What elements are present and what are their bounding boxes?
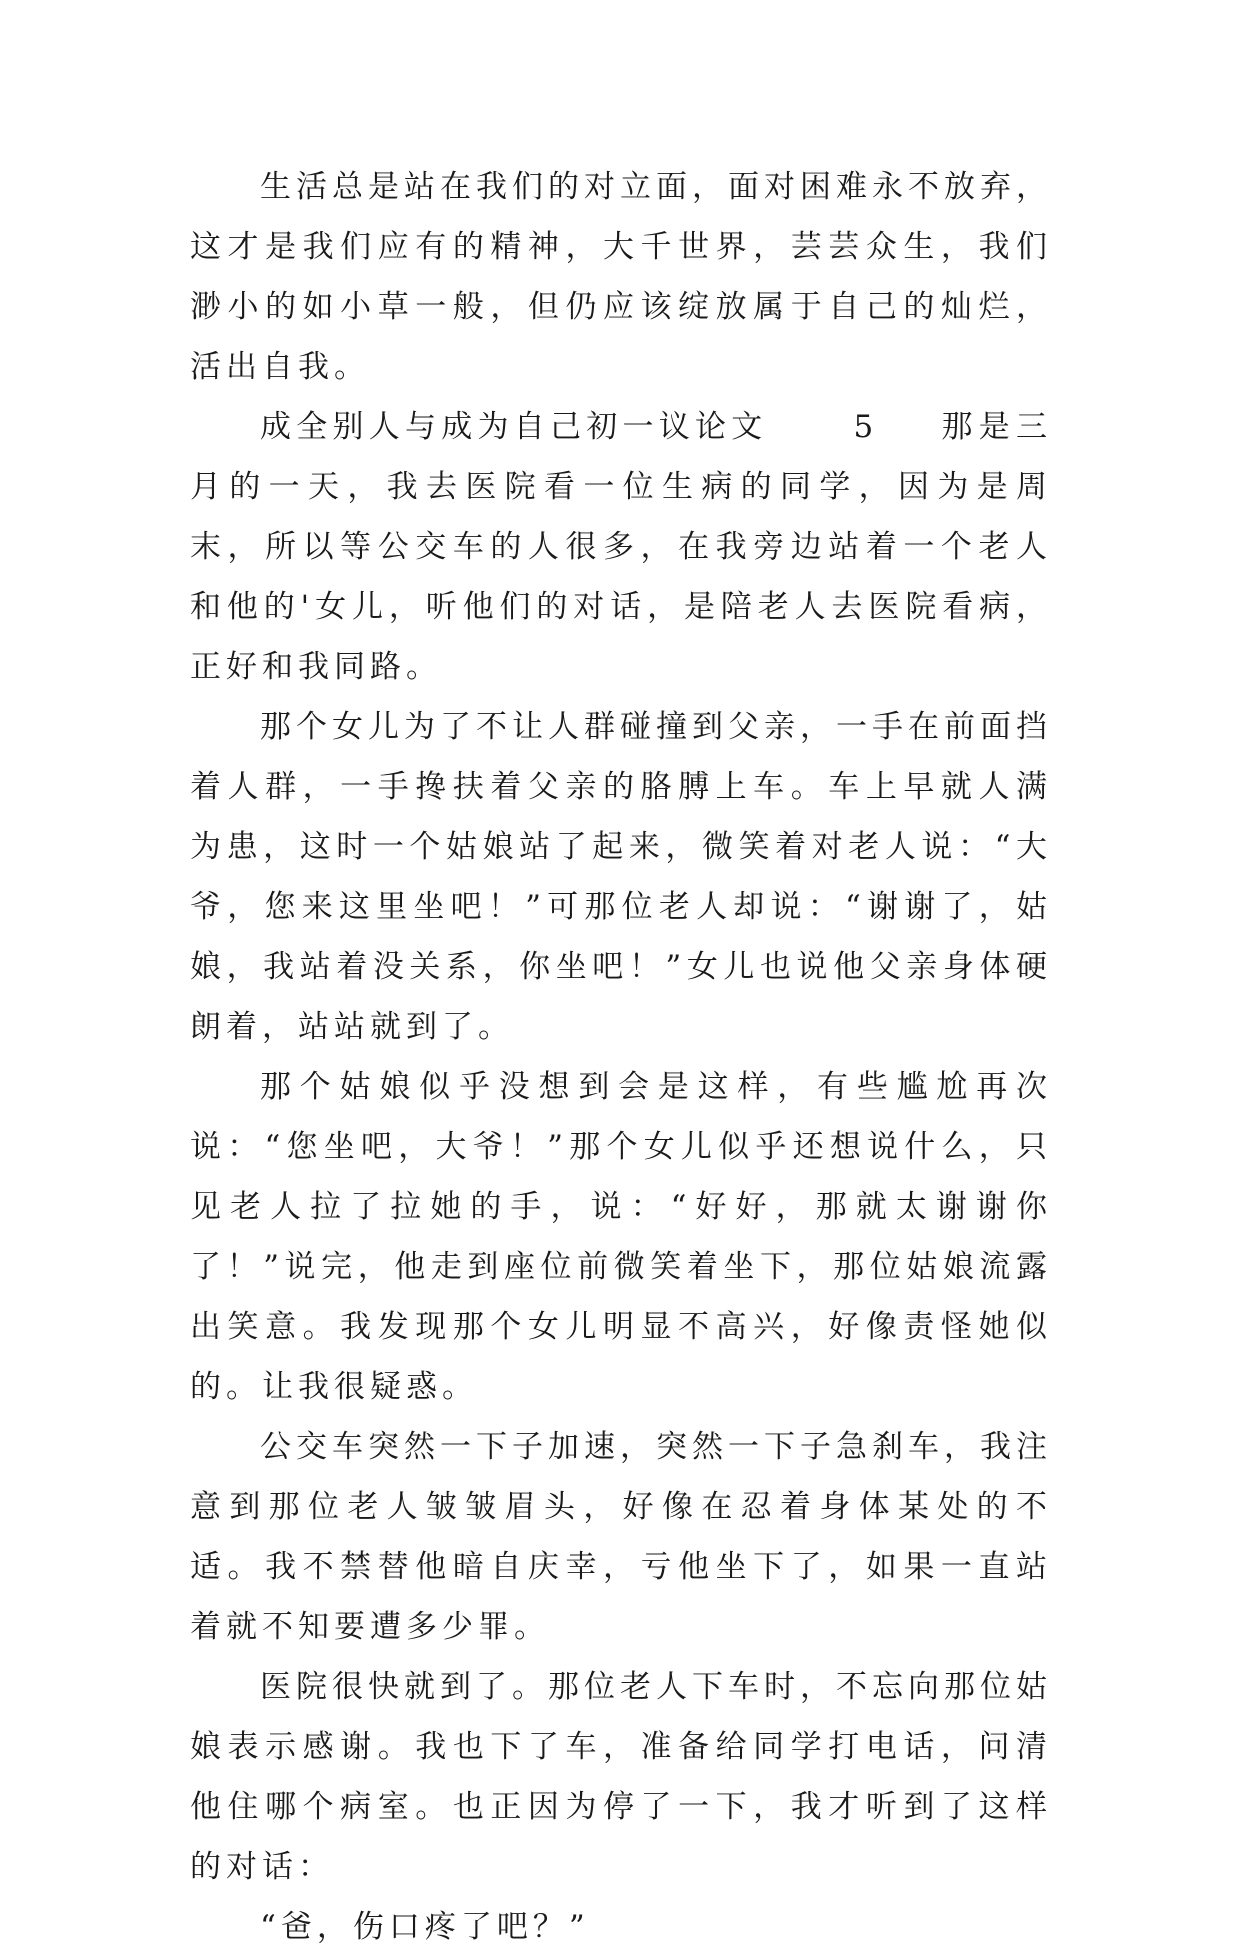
essay-heading-paragraph: [190, 397, 1052, 697]
essay-lead-text: 那是三月的一天，我去医院看一位生病的同学，因为是周末，所以等公交车的人很多，在我旁边站着一个老人和他的'女儿，听他们的对话，是陪老人去医院看病，正好和我同路。: [190, 409, 1053, 685]
essay-title: 成全别人与成为自己初一议论文: [260, 409, 768, 445]
paragraph-girl: 那个姑娘似乎没想到会是这样，有些尴尬再次说：“您坐吧，大爷！”那个女儿似乎还想说什么，只见老人拉了拉她的手，说：“好好，那就太谢谢你了！”说完，他走到座位前微笑着坐下，那位姑娘流露出笑意。我发现那个女儿明显不高兴，好像责怪她似的。让我很疑惑。: [190, 1069, 1052, 1405]
paragraph-daughter: 那个女儿为了不让人群碰撞到父亲，一手在前面挡着人群，一手搀扶着父亲的胳膊上车。车上早就人满为患，这时一个姑娘站了起来，微笑着对老人说：“大爷，您来这里坐吧！”可那位老人却说：“谢谢了，姑娘，我站着没关系，你坐吧！”女儿也说他父亲身体硬朗着，站站就到了。: [190, 709, 1052, 1045]
paragraph-bus: 公交车突然一下子加速，突然一下子急刹车，我注意到那位老人皱皱眉头，好像在忍着身体某处的不适。我不禁替他暗自庆幸，亏他坐下了，如果一直站着就不知要遭多少罪。: [190, 1429, 1052, 1645]
essay-number: 5: [853, 409, 879, 445]
paragraph-dialogue: “爸，伤口疼了吧？”: [260, 1909, 590, 1945]
document-body: [190, 157, 1052, 1957]
paragraph-hospital: 医院很快就到了。那位老人下车时，不忘向那位姑娘表示感谢。我也下了车，准备给同学打电话，问清他住哪个病室。也正因为停了一下，我才听到了这样的对话：: [190, 1669, 1052, 1885]
paragraph-intro: 生活总是站在我们的对立面，面对困难永不放弃，这才是我们应有的精神，大千世界，芸芸众生，我们渺小的如小草一般，但仍应该绽放属于自己的灿烂，活出自我。: [190, 169, 1052, 385]
